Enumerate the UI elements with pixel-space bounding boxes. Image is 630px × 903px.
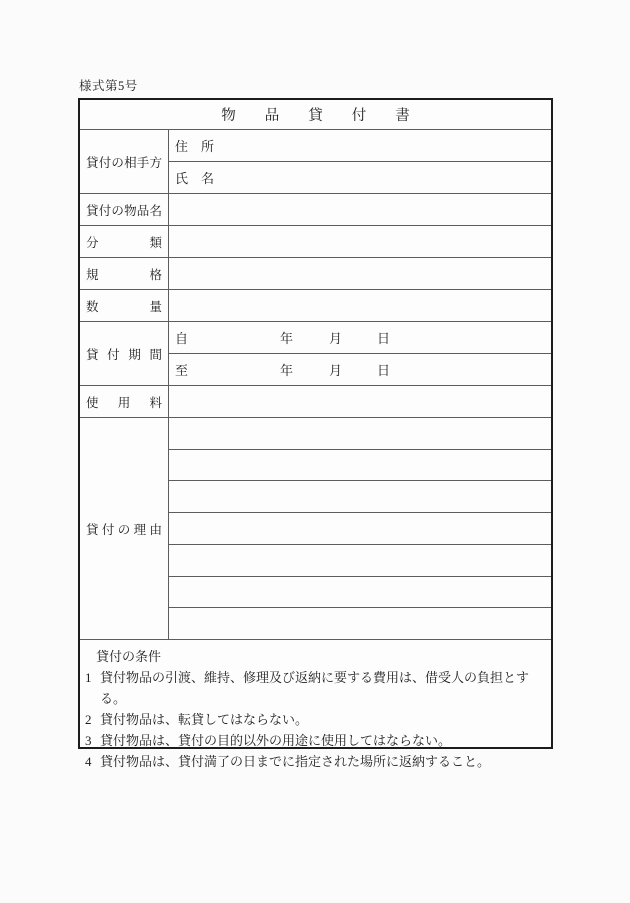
item-name-value [169, 194, 551, 225]
period-year-label: 年 [280, 363, 294, 378]
condition-item [80, 667, 551, 709]
specification-value [169, 258, 551, 289]
usage-fee-row [80, 386, 551, 418]
classification-label-cell [80, 226, 169, 257]
condition-text: 貸付物品は、貸付満了の日までに指定された場所に返納すること。 [100, 754, 491, 769]
counterparty-fields [169, 130, 551, 193]
condition-text: 貸付物品は、転貸してはならない。 [100, 712, 309, 727]
condition-number: 1 [85, 670, 92, 685]
form-number: 様式第5号 [79, 79, 138, 93]
loan-period-row [80, 322, 551, 386]
condition-number: 4 [85, 754, 92, 769]
reason-blank-line [169, 608, 551, 639]
condition-text: 貸付物品の引渡、維持、修理及び返納に要する費用は、借受人の負担とする。 [100, 670, 530, 706]
usage-fee-label: 使 用 料 [86, 395, 162, 410]
loan-period-label-cell [80, 322, 169, 385]
period-from-field [169, 322, 551, 354]
period-day-label: 日 [377, 331, 391, 346]
specification-label: 規 格 [86, 267, 162, 282]
period-from-prefix: 自 [175, 331, 189, 346]
period-year-label: 年 [280, 331, 294, 346]
reason-blank-line [169, 418, 551, 450]
counterparty-row [80, 130, 551, 194]
reason-blank-line [169, 481, 551, 513]
form-title: 物品貸付書 [221, 108, 439, 124]
loan-form-table [78, 98, 553, 769]
condition-number: 3 [85, 733, 92, 748]
quantity-label-cell [80, 290, 169, 321]
period-day-label: 日 [377, 363, 391, 378]
usage-fee-value [169, 386, 551, 417]
reason-blank-line [169, 513, 551, 545]
conditions-heading: 貸付の条件 [96, 649, 162, 664]
condition-text: 貸付物品は、貸付の目的以外の用途に使用してはならない。 [100, 733, 452, 748]
item-name-label-cell [80, 194, 169, 225]
loan-reason-label-cell [80, 418, 169, 639]
condition-number: 2 [85, 712, 92, 727]
quantity-label: 数 量 [86, 299, 162, 314]
loan-reason-label: 貸 付 の 理 由 [86, 522, 162, 537]
period-to-prefix: 至 [175, 363, 189, 378]
conditions-section [80, 640, 551, 772]
item-name-label: 貸 付 の 物 品 名 [86, 203, 162, 218]
loan-period-label: 貸 付 期 間 [86, 347, 162, 362]
period-from-line [175, 328, 390, 347]
condition-item [80, 751, 551, 772]
reason-blank-line [169, 577, 551, 609]
counterparty-label-cell [80, 130, 169, 193]
quantity-row [80, 290, 551, 322]
usage-fee-label-cell [80, 386, 169, 417]
specification-row [80, 258, 551, 290]
condition-item [80, 709, 551, 730]
item-name-row [80, 194, 551, 226]
classification-value [169, 226, 551, 257]
reason-blank-line [169, 450, 551, 482]
address-field: 住 所 [169, 130, 551, 162]
loan-reason-lines [169, 418, 551, 639]
period-month-label: 月 [329, 331, 343, 346]
condition-item [80, 730, 551, 751]
period-to-field [169, 354, 551, 385]
period-to-line [175, 360, 390, 379]
counterparty-label: 貸 付 の 相 手 方 [86, 155, 162, 170]
loan-reason-row [80, 418, 551, 640]
reason-blank-line [169, 545, 551, 577]
specification-label-cell [80, 258, 169, 289]
name-field: 氏 名 [175, 171, 215, 186]
loan-period-fields [169, 322, 551, 385]
classification-label: 分 類 [86, 235, 162, 250]
classification-row [80, 226, 551, 258]
period-month-label: 月 [329, 363, 343, 378]
form-title-row [80, 100, 551, 130]
quantity-value [169, 290, 551, 321]
